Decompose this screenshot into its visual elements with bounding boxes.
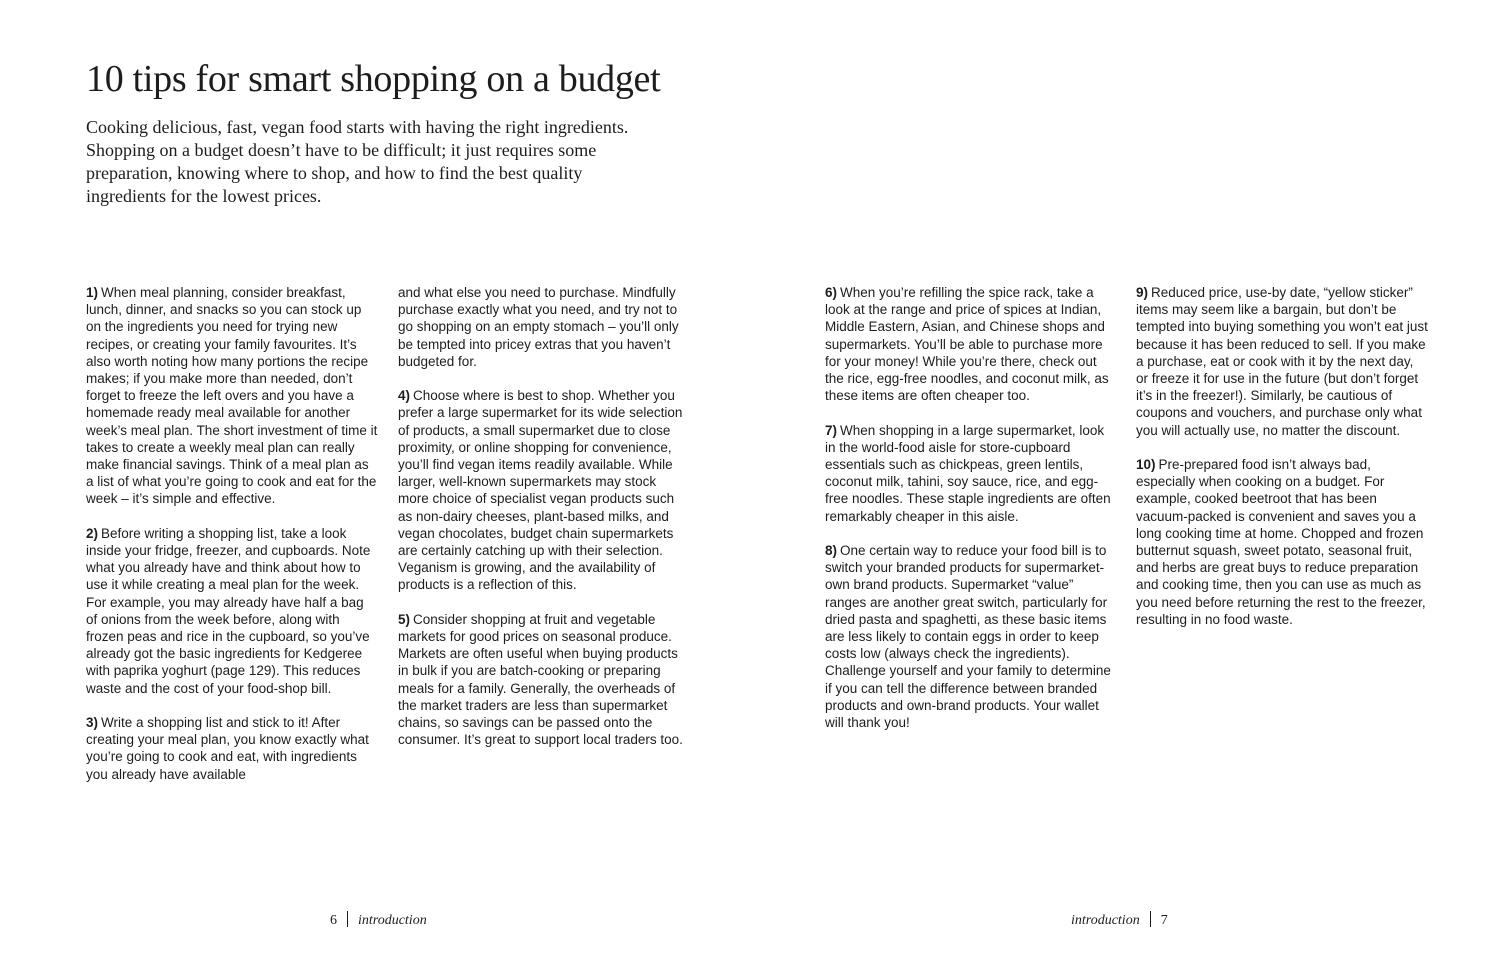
text-column-2 [398,284,690,766]
tip-number: 3) [86,715,99,731]
text-column-4 [1136,284,1428,645]
folio-divider [1150,911,1151,927]
tip-text: Reduced price, use-by date, “yellow sticker” items may seem like a bargain, but don’t be tempted into buying something you won’t eat just because it has been reduced to sell. If you make a purchase, eat or cook with it by the next day, or freeze it for use in the future (but don’t forget it’s in the freezer!). Similarly, be cautious of coupons and vouchers, and purchase only what you will actually use, no matter the discount. [1136,285,1428,438]
tip-number: 8) [825,543,838,559]
tip-text: Write a shopping list and stick to it! After creating your meal plan, you know exactly what you’re going to cook and eat, with ingredients you already have available [86,715,369,782]
tip-text: When meal planning, consider breakfast, lunch, dinner, and snacks so you can stock up on the ingredients you need for trying new recipes, or creating your family favourites. It’s also worth noting how many portions the recipe makes; if you make more than needed, don’t forget to freeze the left overs and you have a homemade ready meal available for another week’s meal plan. The short investment of time it takes to create a weekly meal plan can really make financial savings. Think of a meal plan as a list of what you’re going to cook and eat for the week – it’s simple and effective. [86,285,378,507]
tip-10 [1136,456,1428,628]
tip-text: Before writing a shopping list, take a look inside your fridge, freezer, and cupboards. Note what you already have and think about how to use it while creating a meal plan for the week. For example, you may already have half a bag of onions from the week before, along with frozen peas and rice in the cupboard, so you’ve already got the basic ingredients for Kedgeree with paprika yoghurt (page 129). This reduces waste and the cost of your food-shop bill. [86,525,371,696]
tip-6 [825,284,1117,404]
tip-text: Pre-prepared food isn’t always bad, especially when cooking on a budget. For example, cooked beetroot that has been vacuum-packed is convenient and saves you a long cooking time at home. Chopped and frozen butternut squash, sweet potato, seasonal fruit, and herbs are great buys to reduce preparation and cooking time, then you can use as much as you need before returning the rest to the freezer, resulting in no food waste. [1136,457,1426,627]
tip-7 [825,422,1117,525]
tip-text: One certain way to reduce your food bill is to switch your branded products for supermarket-own brand products. Supermarket “value” ranges are another great switch, particularly for dried pasta and spaghetti, as these basic items are less likely to contain eggs in order to keep costs low (always check the ingredients). Challenge yourself and your family to determine if you can tell the difference between branded products and own-brand products. Your wallet will thank you! [825,543,1111,731]
tip-number: 9) [1136,285,1149,300]
text-column-1 [86,284,378,800]
left-folio [330,911,427,931]
section-name: introduction [1071,913,1140,928]
tip-number: 7) [825,422,838,438]
tip-number: 5) [398,611,411,627]
tip-3 [86,714,378,783]
right-folio [1071,911,1168,931]
tip-text: When you’re refilling the spice rack, take a look at the range and price of spices at Indian, Middle Eastern, Asian, and Chinese shops and supermarkets. You’ll be able to purchase more for your money! While you’re there, check out the rice, egg-free noodles, and coconut milk, as these items are often cheaper too. [825,285,1109,404]
section-name: introduction [358,913,427,928]
tip-8 [825,542,1117,731]
tip-text: and what else you need to purchase. Mindfully purchase exactly what you need, and try not to go shopping on an empty stomach – you’ll only be tempted into pricey extras that you haven’t budgeted for. [398,285,679,369]
tip-4 [398,387,690,593]
tip-number: 6) [825,285,838,300]
folio-divider [347,911,348,927]
tip-text: Choose where is best to shop. Whether you prefer a large supermarket for its wide selection of products, a small supermarket due to close proximity, or online shopping for convenience, you’ll find vegan items readily available. While larger, well-known supermarkets may stock more choice of specialist vegan products such as non-dairy cheeses, plant-based milks, and vegan chocolates, budget chain supermarkets are certainly catching up with their selection. Veganism is growing, and the availability of products is a reflection of this. [398,388,683,593]
text-column-3 [825,284,1117,748]
intro-paragraph: Cooking delicious, fast, vegan food starts with having the right ingredients. Shopping on a budget doesn’t have to be difficult; it just requires some preparation, knowing where to shop, and how to find the best quality ingredients for the lowest prices. [86,117,629,206]
tip-number: 4) [398,388,411,404]
tip-text: When shopping in a large supermarket, look in the world-food aisle for store-cupboard essentials such as chickpeas, green lentils, coconut milk, tahini, soy sauce, rice, and egg-free noodles. These staple ingredients are often remarkably cheaper in this aisle. [825,422,1111,524]
tip-2 [86,525,378,697]
page-title: 10 tips for smart shopping on a budget [86,58,661,100]
tip-number: 2) [86,525,99,541]
page-number: 6 [330,913,337,928]
tip-number: 10) [1136,457,1156,473]
tip-5 [398,611,690,749]
tip-number: 1) [86,285,99,300]
tip-3-continued [398,284,690,370]
tip-1 [86,284,378,508]
page-number: 7 [1160,913,1168,928]
tip-text: Consider shopping at fruit and vegetable markets for good prices on seasonal produce. Markets are often useful when buying products in bulk if you are batch-cooking or preparing meals for a family. Generally, the overheads of the market traders are less than supermarket chains, so savings can be passed onto the consumer. It’s great to support local traders too. [398,611,683,748]
right-page [750,0,1500,964]
tip-9 [1136,284,1428,439]
